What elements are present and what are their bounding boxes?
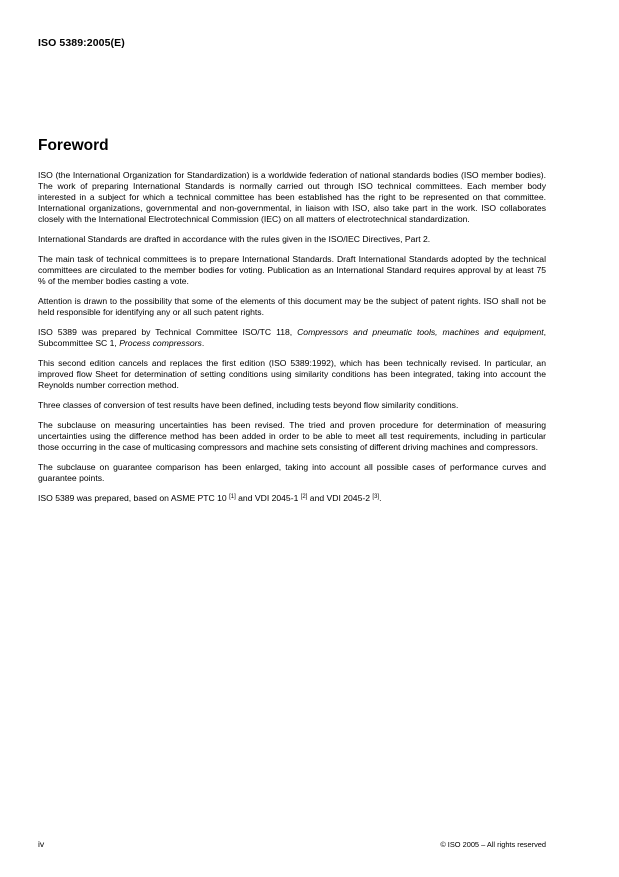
- period: .: [201, 337, 205, 348]
- period: .: [379, 492, 382, 503]
- paragraph-second-edition: This second edition cancels and replaces the first edition (ISO 5389:1992), which has been technically revised. In particular, an improved flow Sheet for determination of setting conditions using similarity conditions has been integrated, taking into account the Reynolds number correction method.: [38, 357, 546, 390]
- paragraph-based-on: [38, 493, 546, 504]
- page-number: iv: [38, 839, 45, 849]
- paragraph-iso-intro: ISO (the International Organization for Standardization) is a worldwide federation of national standards bodies (ISO member bodies). The work of preparing International Standards is normally carried out through ISO technical committees. Each member body interested in a subject for which a technical committee has been established has the right to be represented on that committee. International organizations, governmental and non-governmental, in liaison with ISO, also take part in the work. ISO collaborates closely with the International Electrotechnical Commission (IEC) on all matters of electrotechnical standardization.: [38, 170, 546, 224]
- subcommittee-title: Process compressors: [119, 337, 202, 348]
- page-title: Foreword: [38, 137, 109, 154]
- paragraph-patent-rights: Attention is drawn to the possibility that some of the elements of this document may be the subject of patent rights. ISO shall not be held responsible for identifying any or all such patent rights.: [38, 295, 546, 317]
- paragraph-prepared-by: [38, 327, 546, 349]
- document-id-header: ISO 5389:2005(E): [38, 37, 125, 49]
- paragraph-conversion-classes: Three classes of conversion of test results have been defined, including tests beyond flow similarity conditions.: [38, 399, 459, 410]
- vdi-2045-2-text: and VDI 2045-2: [307, 492, 373, 503]
- paragraph-guarantee-comparison: The subclause on guarantee comparison has been enlarged, taking into account all possible cases of performance curves and guarantee points.: [38, 461, 546, 483]
- based-on-text: ISO 5389 was prepared, based on ASME PTC 10: [38, 492, 230, 503]
- subcommittee-text: , Subcommittee SC 1,: [38, 326, 546, 348]
- reference-1[interactable]: [1]: [229, 493, 236, 500]
- reference-3[interactable]: [3]: [372, 493, 380, 500]
- reference-2[interactable]: [2]: [300, 493, 308, 500]
- prepared-by-text: ISO 5389 was prepared by Technical Committee ISO/TC 118,: [38, 326, 298, 337]
- committee-title: Compressors and pneumatic tools, machines and equipment: [297, 326, 544, 337]
- paragraph-directives: International Standards are drafted in accordance with the rules given in the ISO/IEC Directives, Part 2.: [38, 233, 431, 244]
- vdi-2045-1-text: and VDI 2045-1: [235, 492, 301, 503]
- paragraph-measuring-uncertainties: The subclause on measuring uncertainties has been revised. The tried and proven procedure for determination of measuring uncertainties using the difference method has been added in order to be able to meet all test requirements, including in particular those occurring in the case of multicasing compressors and machine sets consisting of different driving machines and compressors.: [38, 419, 546, 452]
- foreword-body: [38, 170, 546, 513]
- paragraph-technical-committees: The main task of technical committees is to prepare International Standards. Draft International Standards adopted by the technical committees are circulated to the member bodies for voting. Publication as an International Standard requires approval by at least 75 % of the member bodies casting a vote.: [38, 253, 546, 286]
- copyright-notice: © ISO 2005 – All rights reserved: [440, 840, 546, 849]
